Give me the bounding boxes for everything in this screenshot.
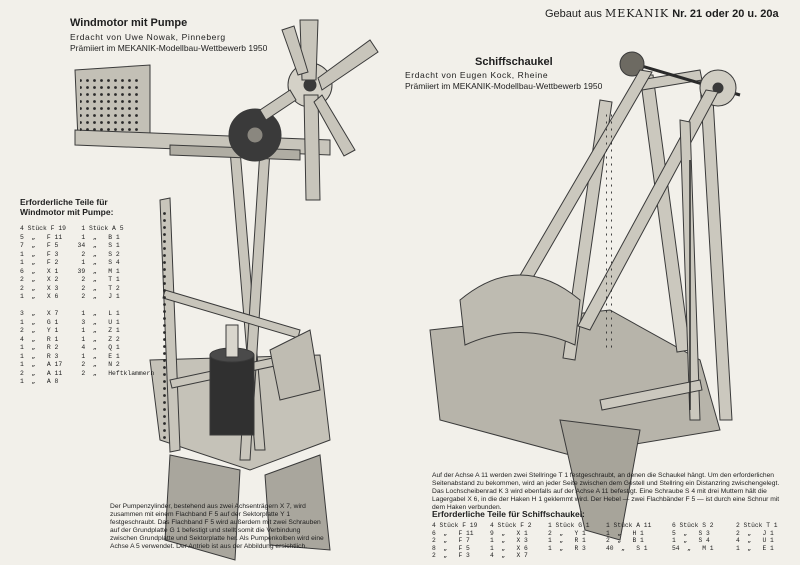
- windmotor-parts-row: 4 „ R 1 1 „ Z 2: [20, 335, 120, 343]
- windmotor-parts-row: 1 „ F 3 2 „ S 2: [20, 250, 120, 258]
- windmotor-parts-row: 1 „ R 3 1 „ E 1: [20, 352, 120, 360]
- page-header: [545, 7, 779, 20]
- windmotor-parts-list: [20, 225, 154, 387]
- schiffschaukel-parts-row: 8 „ F 5: [432, 544, 470, 552]
- windmotor-parts-row: 2 „ X 2 2 „ T 1: [20, 276, 120, 283]
- schiffschaukel-parts-heading: Erforderliche Teile für Schiffschaukel:: [432, 509, 585, 519]
- windmotor-parts-row: 1 „ A 17 2 „ N 2: [20, 361, 120, 368]
- schiffschaukel-description: Auf der Achse A 11 werden zwei Stellringe T 1 festgeschraubt, an denen die Schaukel hängt. Um den erforderlichen Seitenabstand zu bekommen, wird an jeder Seite zwischen dem Gestell und Stellring ein Distanzring zwischengelegt. Das Lochscheibenrad K 3 wird ebenfalls auf der Achse A 11 befestigt. Eine Schraube S 4 mit drei Muttern hält die Lagergabel X 6, in die der Haken H 1 geklemmt wird. Der Hebel — zwei Flachbänder F 5 — ist durch eine Schnur mit dem Haken verbunden.: [432, 472, 780, 511]
- schiffschaukel-parts-row: 54 „ M 1: [672, 544, 714, 552]
- windmotor-designer: Erdacht von Uwe Nowak, Pinneberg: [70, 32, 226, 42]
- windmotor-parts-row: 1 „ F 2 1 „ S 4: [20, 259, 120, 266]
- schiffschaukel-parts-row: 4 Stück F 19: [432, 522, 478, 529]
- schiffschaukel-designer: Erdacht von Eugen Kock, Rheine: [405, 70, 549, 80]
- windmotor-award: Prämiiert im MEKANIK-Modellbau-Wettbewerb 1950: [70, 43, 268, 53]
- schiffschaukel-parts-row: 2 „ Y 1: [548, 529, 586, 537]
- header-suffix: Nr. 21 oder 20 u. 20a: [672, 8, 779, 20]
- schiffschaukel-parts-row: 4 „ X 7: [490, 552, 528, 560]
- schiffschaukel-parts-row: 1 „ X 3: [490, 537, 528, 545]
- schiffschaukel-parts-row: 4 Stück F 2: [490, 522, 532, 529]
- windmotor-parts-heading-line2: Windmotor mit Pumpe:: [20, 207, 114, 217]
- schiffschaukel-parts-row: 1 „ R 3: [548, 544, 586, 552]
- windmotor-description: Der Pumpenzylinder, bestehend aus zwei Achsenträgern X 7, wird zusammen mit einem Flachband F 5 auf der Sektorplatte Y 1 festgeschraubt. Das Flachband F 5 wird außerdem mit zwei Schrauben auf der Grundplatte G 1 befestigt und stellt somit die Verbindung zwischen Grundplatte und Sektorplatte her. Als Pumpenkolben wird eine Achse A 5 verwendet. Der Antrieb ist aus der Abbildung ersichtlich.: [110, 503, 324, 550]
- schiffschaukel-parts-column: [672, 522, 714, 552]
- windmotor-parts-row: 1 „ R 2 4 „ Q 1: [20, 344, 120, 351]
- schiffschaukel-parts-row: 1 „ S 4: [672, 537, 710, 545]
- schiffschaukel-title: Schiffschaukel: [475, 56, 553, 68]
- schiffschaukel-parts-row: 6 Stück S 2: [672, 522, 714, 529]
- windmotor-parts-row: 3 „ X 7 1 „ L 1: [20, 310, 120, 317]
- schiffschaukel-parts-row: 9 „ X 1: [490, 529, 528, 537]
- windmotor-parts-row: 1 „ A 8: [20, 378, 59, 385]
- schiffschaukel-parts-column: [432, 522, 477, 560]
- windmotor-parts-row: 1 „ G 1 3 „ U 1: [20, 318, 120, 326]
- windmotor-parts-row: 5 „ F 11 1 „ B 1: [20, 233, 120, 241]
- windmotor-parts-row: 6 „ X 1 39 „ M 1: [20, 267, 120, 275]
- windmotor-parts-row: 7 „ F 5 34 „ S 1: [20, 242, 120, 249]
- windmotor-title: Windmotor mit Pumpe: [70, 17, 188, 29]
- windmotor-parts-heading: [20, 197, 113, 217]
- schiffschaukel-parts-row: 40 „ S 1: [606, 544, 648, 552]
- schiffschaukel-parts-column: [548, 522, 590, 552]
- schiffschaukel-parts-row: 1 „ H 1: [606, 529, 644, 537]
- schiffschaukel-parts-row: 2 „ F 3: [432, 552, 470, 560]
- schiffschaukel-parts-column: [490, 522, 532, 560]
- schiffschaukel-illustration: [430, 52, 740, 540]
- header-brand: MEKANIK: [604, 7, 670, 20]
- schiffschaukel-parts-column: [736, 522, 778, 552]
- windmotor-parts-row: [20, 302, 154, 311]
- schiffschaukel-parts-row: 4 „ U 1: [736, 537, 774, 545]
- schiffschaukel-parts-row: 1 Stück G 1: [548, 522, 590, 529]
- windmotor-parts-heading-line1: Erforderliche Teile für: [20, 197, 108, 207]
- schiffschaukel-parts-row: 1 „ X 6: [490, 544, 528, 552]
- schiffschaukel-parts-row: 1 Stück A 11: [606, 522, 652, 529]
- header-prefix: Gebaut aus: [545, 8, 602, 20]
- windmotor-parts-row: 2 „ X 3 2 „ T 2: [20, 284, 120, 292]
- schiffschaukel-parts-column: [606, 522, 651, 552]
- schiffschaukel-parts-row: 2 Stück T 1: [736, 522, 778, 529]
- schiffschaukel-parts-row: 2 „ J 1: [736, 529, 774, 537]
- windmotor-parts-row: 1 „ X 6 2 „ J 1: [20, 293, 120, 300]
- windmotor-parts-row: 2 „ Y 1 1 „ Z 1: [20, 327, 120, 334]
- schiffschaukel-award: Prämiiert im MEKANIK-Modellbau-Wettbewerb 1950: [405, 81, 603, 91]
- schiffschaukel-parts-row: 2 „ F 7: [432, 537, 470, 545]
- schiffschaukel-parts-row: 5 „ S 3: [672, 529, 710, 537]
- schiffschaukel-parts-row: 2 „ B 1: [606, 537, 644, 545]
- schiffschaukel-parts-row: 6 „ F 11: [432, 529, 474, 537]
- windmotor-parts-row: 4 Stück F 19 1 Stück A 5: [20, 225, 124, 232]
- schiffschaukel-parts-row: 1 „ R 1: [548, 537, 586, 545]
- schiffschaukel-parts-row: 1 „ E 1: [736, 544, 774, 552]
- windmotor-parts-row: 2 „ A 11 2 „ Heftklammern: [20, 369, 155, 377]
